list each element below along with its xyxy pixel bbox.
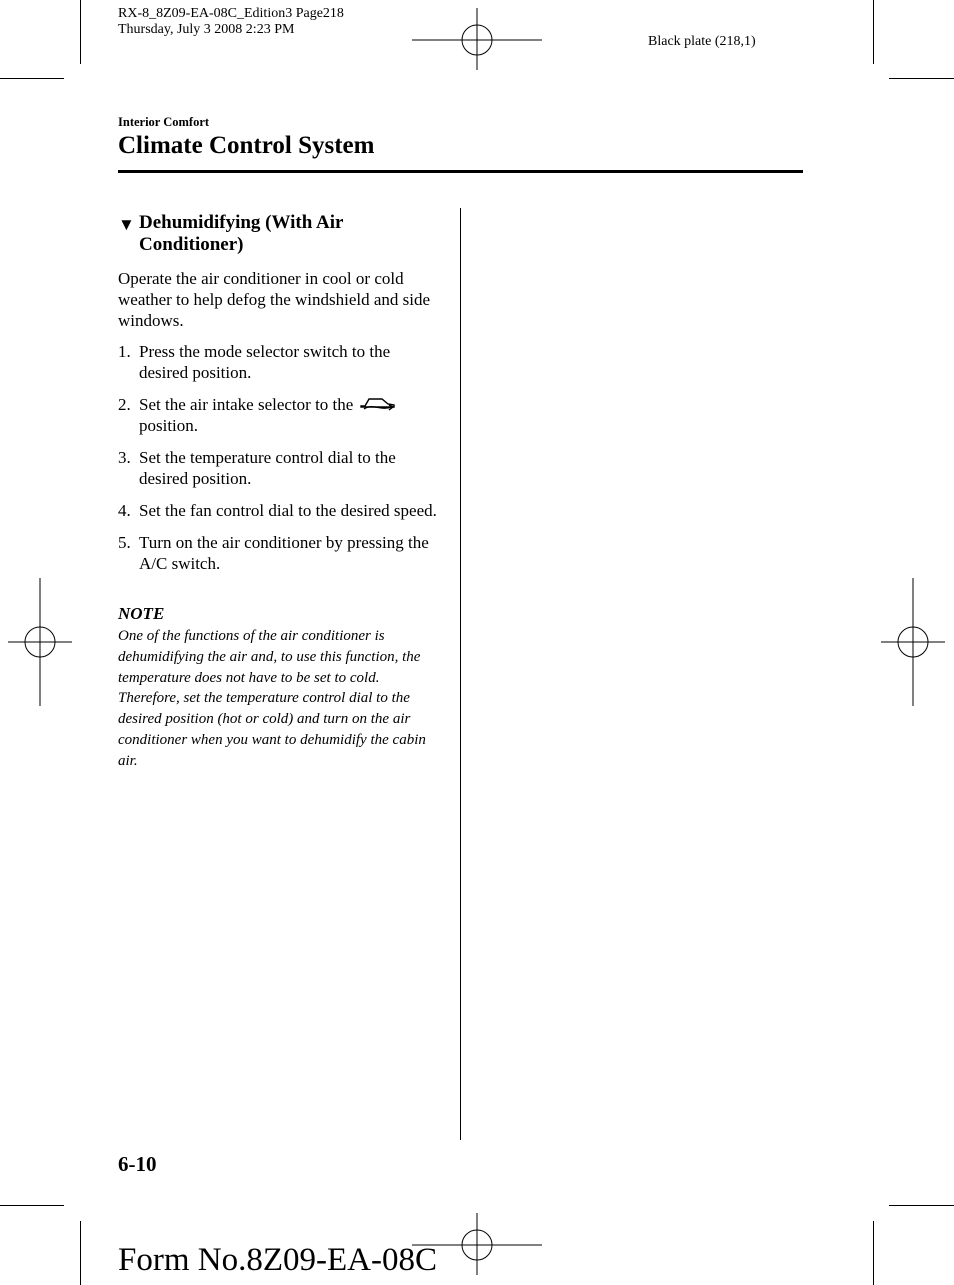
down-triangle-icon: ▼ <box>118 215 135 234</box>
step-text: Turn on the air conditioner by pressing the A/C switch. <box>139 533 429 573</box>
print-date-line: Thursday, July 3 2008 2:23 PM <box>118 22 295 37</box>
crop-mark <box>0 1205 64 1206</box>
step-text: position. <box>139 416 199 435</box>
subsection-heading-line: Dehumidifying (With Air <box>139 212 344 233</box>
list-item <box>118 532 443 574</box>
list-item <box>118 394 443 436</box>
crop-mark <box>0 78 64 79</box>
step-number: 2. <box>118 395 131 414</box>
step-number: 3. <box>118 448 131 467</box>
subsection-heading-line: Conditioner) <box>139 234 244 255</box>
step-number: 1. <box>118 342 131 361</box>
print-file-line: RX-8_8Z09-EA-08C_Edition3 Page218 <box>118 6 344 21</box>
crop-mark <box>873 0 874 64</box>
crop-mark <box>80 0 81 64</box>
registration-mark-icon <box>8 578 72 706</box>
step-text: Set the air intake selector to the <box>139 395 358 414</box>
section-label: Interior Comfort <box>118 115 210 129</box>
list-item <box>118 500 443 521</box>
list-item <box>118 447 443 489</box>
plate-label: Black plate (218,1) <box>648 34 756 49</box>
crop-mark <box>873 1221 874 1285</box>
subsection-heading <box>118 212 448 256</box>
crop-mark <box>889 78 954 79</box>
step-text: Set the temperature control dial to the desired position. <box>139 448 396 488</box>
list-item <box>118 341 443 383</box>
column-divider <box>460 208 461 1140</box>
registration-mark-icon <box>881 578 945 706</box>
print-slug <box>118 6 344 38</box>
form-number: Form No.8Z09-EA-08C <box>118 1242 437 1278</box>
note-label: NOTE <box>118 604 165 623</box>
registration-mark-icon <box>412 8 542 70</box>
crop-mark <box>889 1205 954 1206</box>
crop-mark <box>80 1221 81 1285</box>
page-title: Climate Control System <box>118 132 375 159</box>
step-number: 5. <box>118 533 131 552</box>
step-number: 4. <box>118 501 131 520</box>
title-rule <box>118 170 803 173</box>
page-number: 6-10 <box>118 1152 157 1176</box>
intro-paragraph: Operate the air conditioner in cool or cold weather to help defog the windshield and side windows. <box>118 269 431 330</box>
outside-air-car-icon <box>358 394 396 412</box>
note-text: One of the functions of the air conditioner is dehumidifying the air and, to use this function, the temperature does not have to be set to cold. Therefore, set the temperature control dial to the desired position (hot or cold) and turn on the air conditioner when you want to dehumidify the cabin air. <box>118 628 426 769</box>
step-text: Set the fan control dial to the desired speed. <box>139 501 437 520</box>
step-list <box>118 341 443 585</box>
step-text: Press the mode selector switch to the desired position. <box>139 342 391 382</box>
